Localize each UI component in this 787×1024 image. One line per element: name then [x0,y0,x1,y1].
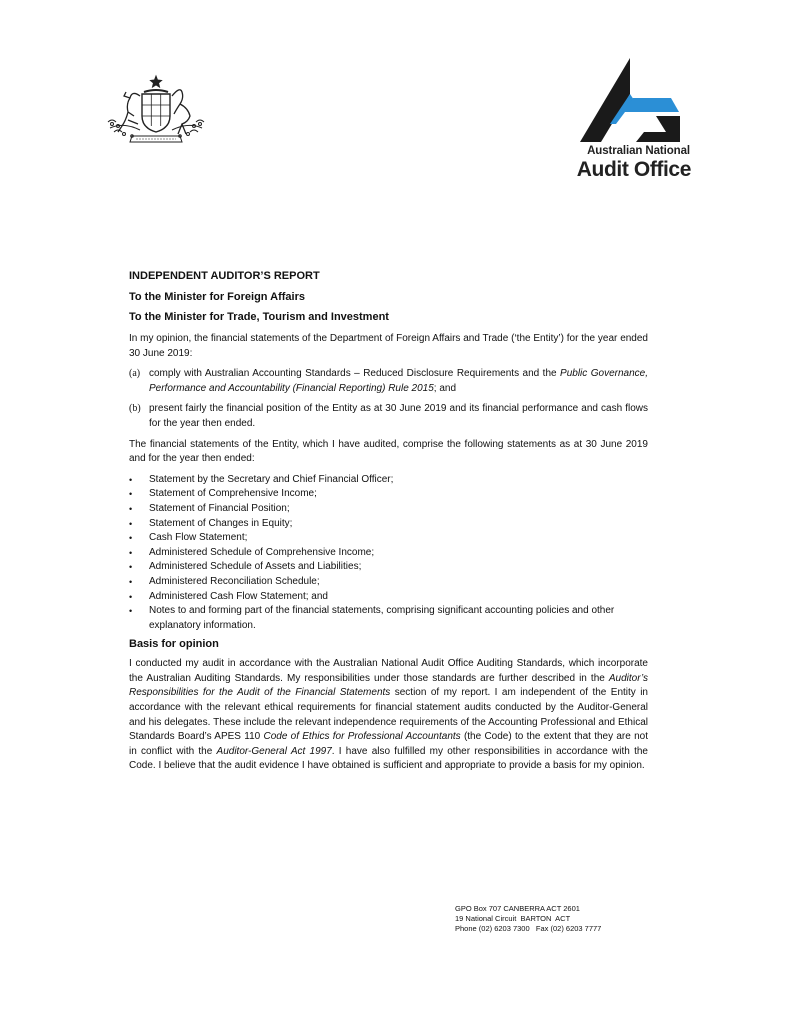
statements-list [129,473,648,634]
bullet-icon: • [129,533,133,544]
opinion-item-label: (b) [129,403,141,415]
list-item: • Notes to and forming part of the financial statements, comprising significant accounting policies and other explanatory information. [129,604,648,633]
opinion-item-text: comply with Australian Accounting Standards – Reduced Disclosure Requirements and the [149,368,561,380]
list-item: • Administered Cash Flow Statement; and [129,590,648,605]
statements-intro: The financial statements of the Entity, which I have audited, comprise the following statements as at 30 June 2019 and for the year then ended: [129,438,648,465]
opinion-item-text-end: ; and [433,382,457,394]
bullet-icon: • [129,562,133,573]
opinion-item-rule-title: Public Governance, Performance and Accountability (Financial Reporting) Rule 2015 [149,368,648,394]
list-item: • Administered Schedule of Assets and Liabilities; [129,560,648,575]
bullet-icon: • [129,606,133,617]
coat-of-arms-emblem [104,74,208,148]
bullet-icon: • [129,518,133,529]
opinion-item-b [129,402,648,431]
report-title: INDEPENDENT AUDITOR’S REPORT [129,270,320,282]
bullet-icon: • [129,474,133,485]
logo-text-australian-national: Australian National [587,145,690,157]
address-line: GPO Box 707 CANBERRA ACT 2601 [455,904,580,913]
phone-fax-line: Phone (02) 6203 7300 Fax (02) 6203 7777 [455,924,602,933]
addressee-foreign-affairs: To the Minister for Foreign Affairs [129,291,306,303]
list-item: • Statement of Comprehensive Income; [129,487,648,502]
basis-paragraph: I conducted my audit in accordance with the Australian National Audit Office Auditing Standards, which incorporate the Australian Auditing Standards. My responsibilities under those standards are further described in the Auditor’s Responsibilities for the Audit of the Financial Statements section of my report. I am independent of the Entity in accordance with the relevant ethical requirements for financial statement audits conducted by the Auditor-General and his delegates. These include the relevant independence requirements of the Accounting Professional and Ethical Standards Board’s APES 110 Code of Ethics for Professional Accountants (the Code) to the extent that they are not in conflict with the Auditor-General Act 1997. I have also fulfilled my other responsibilities in accordance with the Code. I believe that the audit evidence I have obtained is sufficient and appropriate to provide a basis for my opinion. [129,658,649,772]
basis-heading: Basis for opinion [129,638,219,651]
list-item: • Administered Schedule of Comprehensive Income; [129,546,648,561]
opinion-item-label: (a) [129,368,141,380]
list-item: • Cash Flow Statement; [129,531,648,546]
list-item: • Statement by the Secretary and Chief Financial Officer; [129,473,648,488]
opinion-intro: In my opinion, the financial statements of the Department of Foreign Affairs and Trade (‘the Entity’) for the year ended 30 June 2019: [129,333,648,359]
list-item: • Statement of Changes in Equity; [129,517,648,532]
bullet-icon: • [129,591,133,602]
bullet-icon: • [129,489,133,500]
coat-of-arms-icon [104,74,208,148]
opinion-item-a [129,367,648,396]
list-item: • Administered Reconciliation Schedule; [129,575,648,590]
bullet-icon: • [129,547,133,558]
section-reference: Auditor’s Responsibilities for the Audit of the Financial Statements [129,672,648,699]
address-line: 19 National Circuit BARTON ACT [455,914,571,923]
anao-logo [564,58,694,182]
postal-address [455,904,601,934]
code-of-ethics-title: Code of Ethics for Professional Accountants [263,731,461,743]
act-title: Auditor-General Act 1997 [216,745,332,757]
bullet-icon: • [129,576,133,587]
anao-logo-icon [580,58,680,144]
bullet-icon: • [129,503,133,514]
logo-text-audit-office: Audit Office [576,158,691,181]
list-item: • Statement of Financial Position; [129,502,648,517]
opinion-item-text: present fairly the financial position of the Entity as at 30 June 2019 and its financial performance and cash flows for the year then ended. [149,403,648,429]
report-body [129,270,648,780]
addressee-trade-tourism: To the Minister for Trade, Tourism and Investment [129,311,389,323]
